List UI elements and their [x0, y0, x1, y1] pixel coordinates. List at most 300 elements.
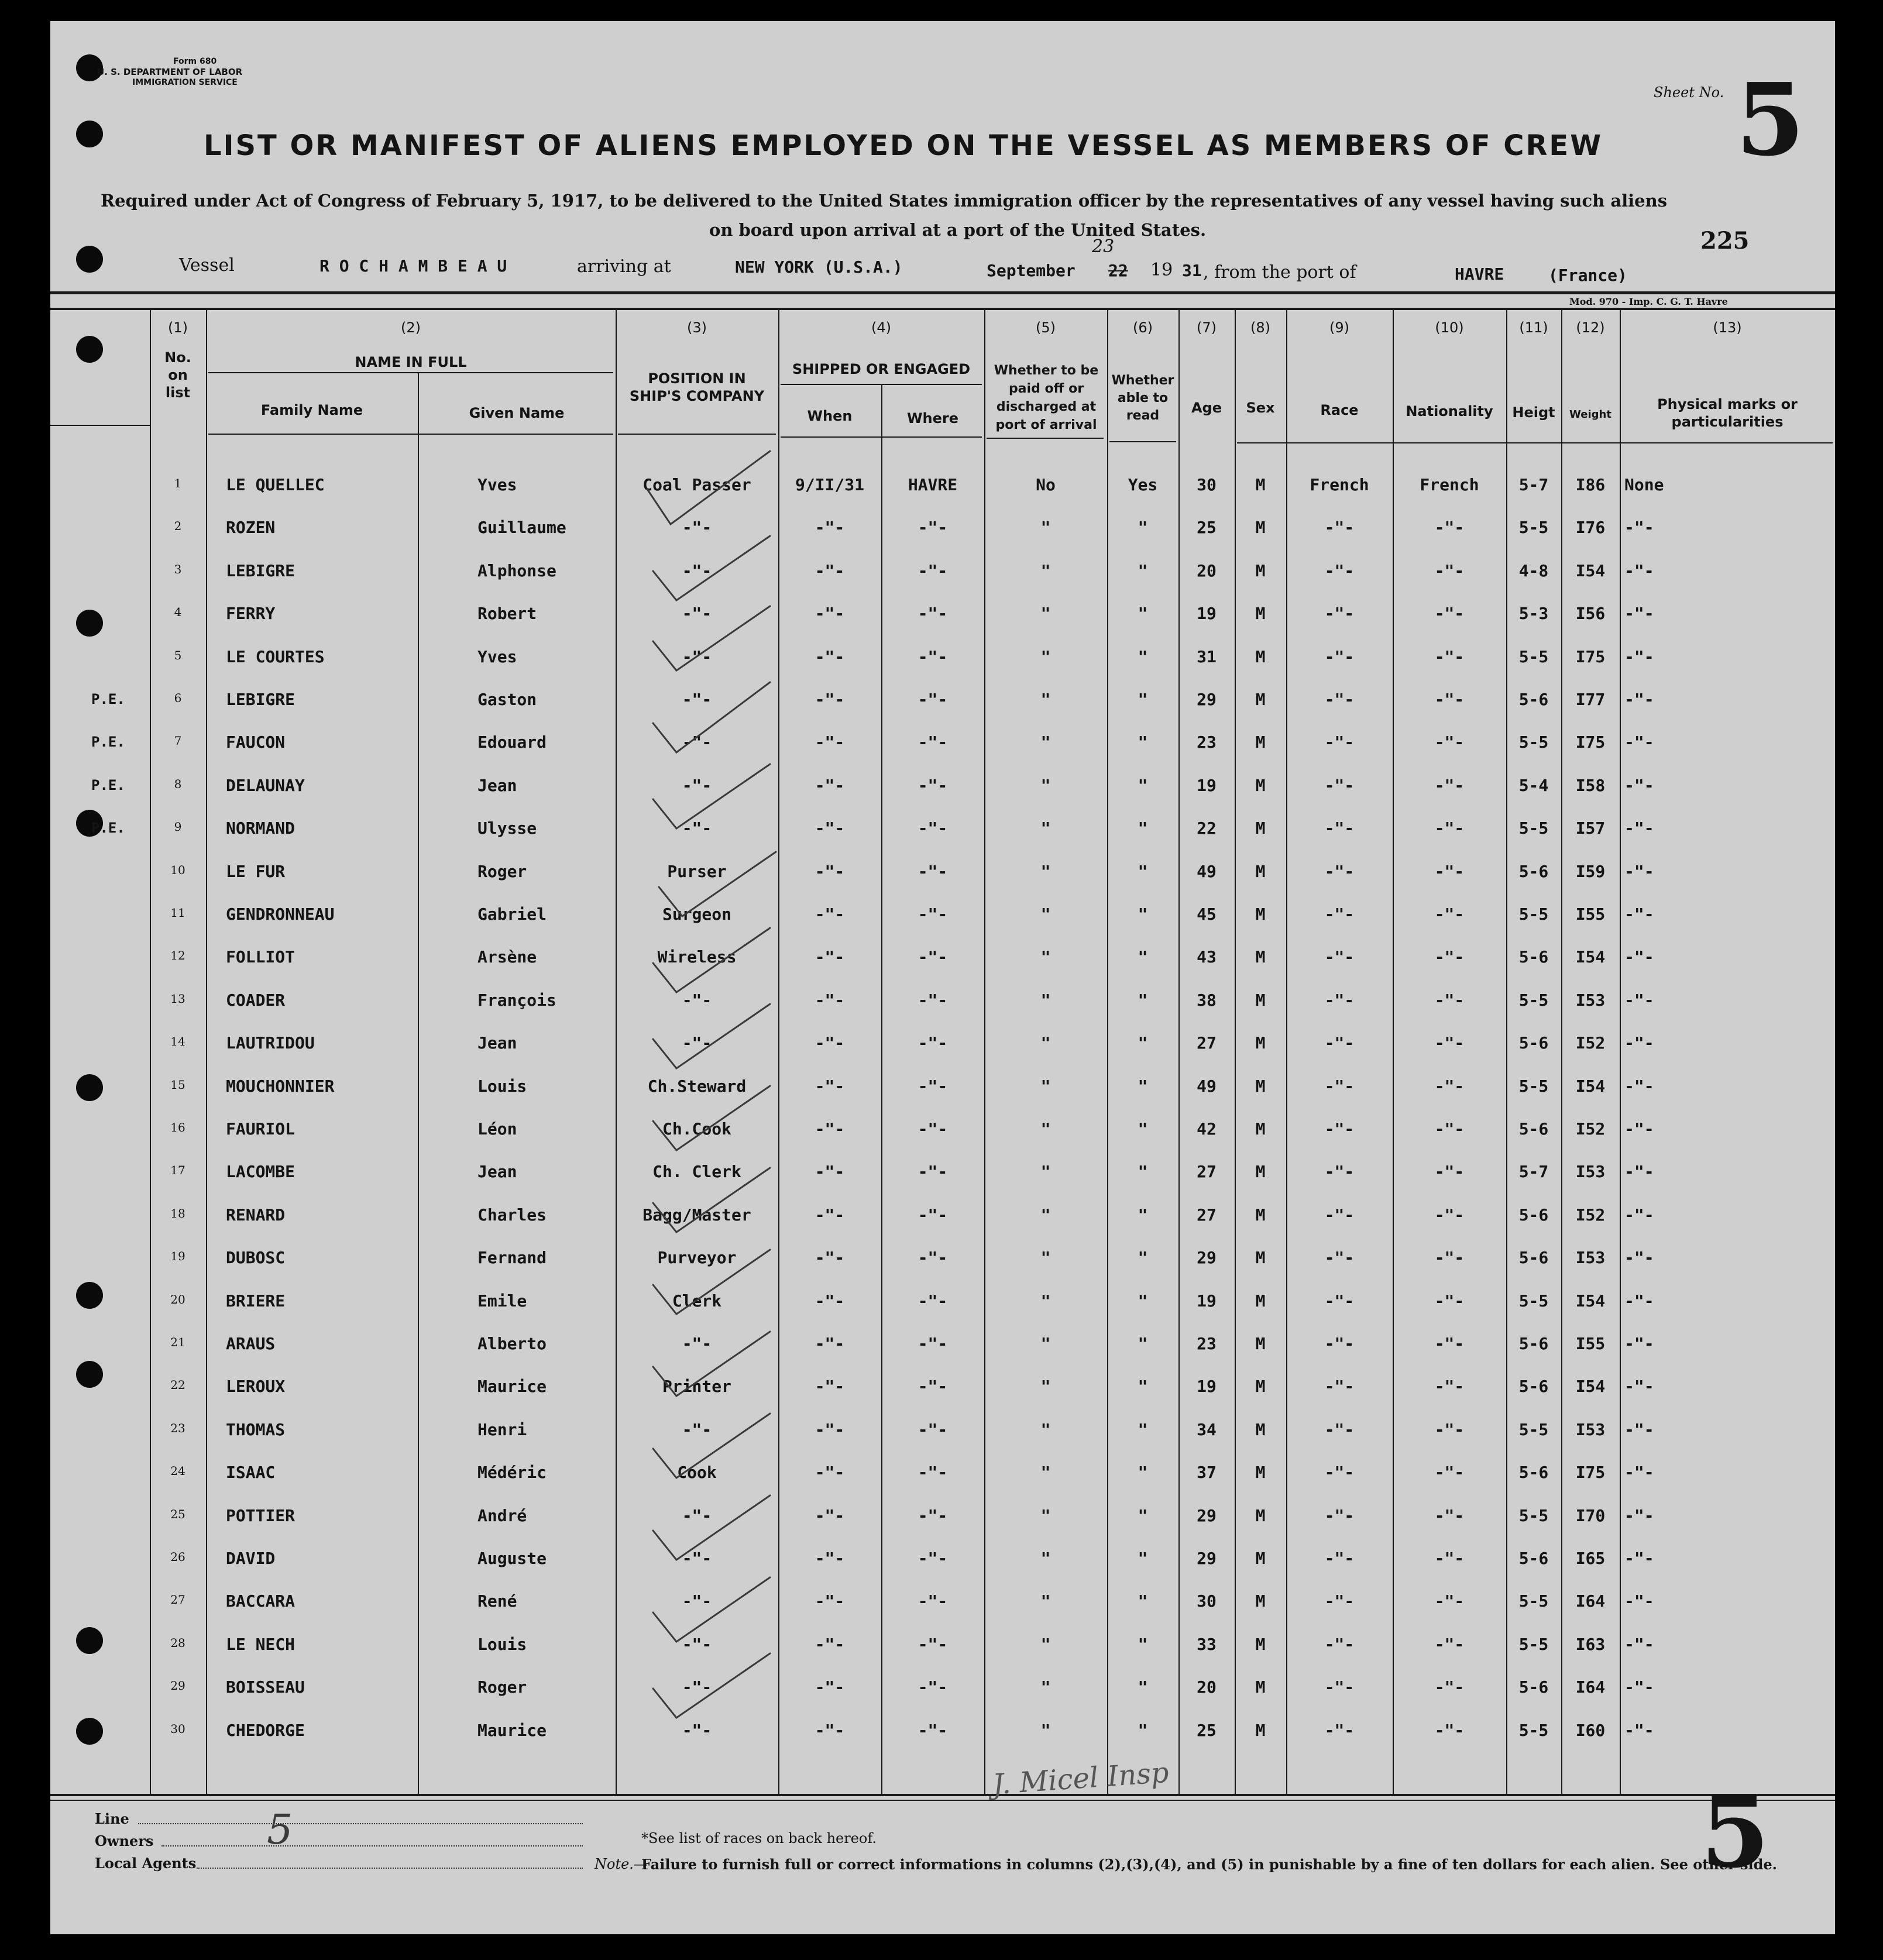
where-cell: -"-	[918, 1205, 948, 1225]
race-cell: -"-	[1324, 647, 1355, 666]
nationality-cell: -"-	[1434, 1248, 1465, 1267]
position-cell: Coal Passer	[642, 475, 751, 494]
given-name-cell: Emile	[477, 1291, 527, 1311]
nationality-cell: -"-	[1434, 733, 1465, 752]
family-name-cell: BOISSEAU	[226, 1677, 305, 1697]
footer-owners-label: Owners	[95, 1832, 154, 1849]
vessel-name: R O C H A M B E A U	[319, 256, 507, 276]
when-cell: -"-	[815, 1377, 845, 1396]
race-cell: -"-	[1324, 991, 1355, 1010]
nationality-cell: -"-	[1434, 1077, 1465, 1096]
age-cell: 38	[1197, 991, 1217, 1010]
row-number-cell: 3	[174, 562, 182, 576]
sex-cell: M	[1255, 905, 1266, 924]
position-cell: Surgeon	[662, 905, 731, 924]
age-cell: 22	[1197, 819, 1217, 838]
height-cell: 5-6	[1518, 1033, 1549, 1053]
header-physical-marks: Physical marks or particularities	[1657, 396, 1798, 430]
col-num-12: (12)	[1576, 319, 1605, 336]
family-name-cell: LE NECH	[226, 1635, 295, 1654]
age-cell: 43	[1197, 947, 1217, 967]
nationality-cell: -"-	[1434, 1377, 1465, 1396]
family-name-cell: FAUCON	[226, 733, 286, 752]
row-number-cell: 2	[174, 519, 182, 533]
sex-cell: M	[1255, 733, 1266, 752]
able-to-read-cell: "	[1138, 776, 1148, 795]
able-to-read-cell: "	[1138, 862, 1148, 881]
weight-cell: I52	[1575, 1119, 1606, 1139]
physical-marks-cell: -"-	[1624, 1677, 1654, 1697]
header-shipped: SHIPPED OR ENGAGED	[792, 361, 971, 377]
able-to-read-cell: "	[1138, 1591, 1148, 1611]
paid-off-cell: "	[1040, 947, 1051, 967]
sex-cell: M	[1255, 1033, 1266, 1053]
physical-marks-cell: -"-	[1624, 1248, 1654, 1267]
able-to-read-cell: Yes	[1128, 475, 1158, 494]
paid-off-cell: "	[1040, 776, 1051, 795]
header-given-name: Given Name	[469, 405, 565, 421]
vessel-label: Vessel	[179, 255, 235, 276]
nationality-cell: -"-	[1434, 1162, 1465, 1181]
height-cell: 5-6	[1518, 862, 1549, 881]
paid-off-cell: "	[1040, 1463, 1051, 1482]
punch-hole	[76, 1718, 103, 1745]
header-subrule	[1237, 442, 1833, 443]
position-cell: -"-	[682, 1591, 712, 1611]
when-cell: -"-	[815, 561, 845, 580]
physical-marks-cell: -"-	[1624, 862, 1654, 881]
weight-cell: I52	[1575, 1205, 1606, 1225]
punch-hole	[76, 1282, 103, 1309]
given-name-cell: François	[477, 991, 556, 1010]
weight-cell: I65	[1575, 1549, 1606, 1568]
age-cell: 45	[1197, 905, 1217, 924]
paid-off-cell: "	[1040, 905, 1051, 924]
when-cell: -"-	[815, 1721, 845, 1740]
paid-off-cell: "	[1040, 690, 1051, 709]
race-cell: -"-	[1324, 604, 1355, 623]
nationality-cell: -"-	[1434, 1506, 1465, 1525]
weight-cell: I64	[1575, 1677, 1606, 1697]
sex-cell: M	[1255, 1162, 1266, 1181]
nationality-cell: -"-	[1434, 905, 1465, 924]
sex-cell: M	[1255, 1119, 1266, 1139]
race-cell: -"-	[1324, 947, 1355, 967]
race-cell: -"-	[1324, 1677, 1355, 1697]
header-nationality: Nationality	[1406, 403, 1493, 419]
column-rule	[1620, 309, 1621, 1794]
sex-cell: M	[1255, 819, 1266, 838]
pencil-check-marks	[635, 448, 788, 1765]
punch-hole	[76, 1074, 103, 1101]
row-number-cell: 19	[170, 1249, 185, 1263]
where-cell: -"-	[918, 1248, 948, 1267]
physical-marks-cell: -"-	[1624, 1721, 1654, 1740]
able-to-read-cell: "	[1138, 1033, 1148, 1053]
when-cell: -"-	[815, 1291, 845, 1311]
given-name-cell: Fernand	[477, 1248, 547, 1267]
age-cell: 27	[1197, 1162, 1217, 1181]
where-cell: -"-	[918, 1162, 948, 1181]
paid-off-cell: "	[1040, 1635, 1051, 1654]
position-cell: Wireless	[657, 947, 737, 967]
when-cell: -"-	[815, 647, 845, 666]
row-number-cell: 8	[174, 777, 182, 791]
when-cell: -"-	[815, 862, 845, 881]
weight-cell: I57	[1575, 819, 1606, 838]
when-cell: -"-	[815, 905, 845, 924]
sex-cell: M	[1255, 862, 1266, 881]
where-cell: -"-	[918, 1077, 948, 1096]
age-cell: 20	[1197, 1677, 1217, 1697]
physical-marks-cell: -"-	[1624, 518, 1654, 537]
given-name-cell: Gabriel	[477, 905, 547, 924]
when-cell: -"-	[815, 1248, 845, 1267]
height-cell: 5-5	[1518, 733, 1549, 752]
where-cell: -"-	[918, 991, 948, 1010]
footer-agents-rule	[197, 1868, 583, 1869]
family-name-cell: FERRY	[226, 604, 276, 623]
col-num-8: (8)	[1250, 319, 1270, 336]
paid-off-cell: "	[1040, 862, 1051, 881]
physical-marks-cell: -"-	[1624, 1549, 1654, 1568]
height-cell: 5-4	[1518, 776, 1549, 795]
weight-cell: I77	[1575, 690, 1606, 709]
row-number-cell: 21	[170, 1335, 185, 1349]
age-cell: 20	[1197, 561, 1217, 580]
physical-marks-cell: -"-	[1624, 1377, 1654, 1396]
row-number-cell: 20	[170, 1292, 185, 1306]
paid-off-cell: "	[1040, 1248, 1051, 1267]
physical-marks-cell: -"-	[1624, 1033, 1654, 1053]
age-cell: 31	[1197, 647, 1217, 666]
header-able-to-read: Whether able to read	[1111, 373, 1174, 423]
row-number-cell: 12	[170, 948, 185, 962]
height-cell: 5-6	[1518, 1205, 1549, 1225]
age-cell: 34	[1197, 1420, 1217, 1439]
sex-cell: M	[1255, 947, 1266, 967]
position-cell: -"-	[682, 733, 712, 752]
nationality-cell: -"-	[1434, 1291, 1465, 1311]
where-cell: HAVRE	[908, 475, 958, 494]
weight-cell: I70	[1575, 1506, 1606, 1525]
paid-off-cell: "	[1040, 1334, 1051, 1353]
given-name-cell: Maurice	[477, 1377, 547, 1396]
race-cell: -"-	[1324, 733, 1355, 752]
family-name-cell: LEROUX	[226, 1377, 286, 1396]
weight-cell: I55	[1575, 1334, 1606, 1353]
weight-cell: I54	[1575, 947, 1606, 967]
sex-cell: M	[1255, 991, 1266, 1010]
column-rule	[206, 309, 207, 1794]
where-cell: -"-	[918, 1291, 948, 1311]
sex-cell: M	[1255, 561, 1266, 580]
where-cell: -"-	[918, 604, 948, 623]
row-number-cell: 5	[174, 648, 182, 662]
position-cell: -"-	[682, 604, 712, 623]
race-cell: -"-	[1324, 819, 1355, 838]
col-num-4: (4)	[871, 319, 891, 336]
pe-annotation: P.E.	[91, 734, 125, 750]
row-number-cell: 18	[170, 1206, 185, 1220]
given-name-cell: Médéric	[477, 1463, 547, 1482]
weight-cell: I75	[1575, 647, 1606, 666]
col-num-3: (3)	[687, 319, 707, 336]
age-cell: 19	[1197, 776, 1217, 795]
able-to-read-cell: "	[1138, 1205, 1148, 1225]
sex-cell: M	[1255, 1591, 1266, 1611]
paid-off-cell: "	[1040, 733, 1051, 752]
age-cell: 29	[1197, 1506, 1217, 1525]
header-name-in-full: NAME IN FULL	[355, 354, 467, 370]
row-number-cell: 13	[170, 992, 185, 1006]
race-cell: -"-	[1324, 561, 1355, 580]
sex-cell: M	[1255, 1377, 1266, 1396]
sex-cell: M	[1255, 1506, 1266, 1525]
family-name-cell: FAURIOL	[226, 1119, 295, 1139]
where-cell: -"-	[918, 776, 948, 795]
paid-off-cell: "	[1040, 991, 1051, 1010]
when-cell: 9/II/31	[795, 475, 864, 494]
able-to-read-cell: "	[1138, 1549, 1148, 1568]
physical-marks-cell: -"-	[1624, 604, 1654, 623]
age-cell: 29	[1197, 1248, 1217, 1267]
physical-marks-cell: -"-	[1624, 733, 1654, 752]
age-cell: 25	[1197, 518, 1217, 537]
race-cell: -"-	[1324, 1033, 1355, 1053]
height-cell: 5-5	[1518, 1635, 1549, 1654]
when-cell: -"-	[815, 1463, 845, 1482]
physical-marks-cell: -"-	[1624, 1334, 1654, 1353]
where-cell: -"-	[918, 1677, 948, 1697]
physical-marks-cell: -"-	[1624, 1291, 1654, 1311]
race-cell: -"-	[1324, 518, 1355, 537]
row-number-cell: 10	[170, 863, 185, 877]
pe-annotation: P.E.	[91, 820, 125, 836]
where-cell: -"-	[918, 905, 948, 924]
given-name-cell: Jean	[477, 1162, 517, 1181]
col-num-7: (7)	[1197, 319, 1217, 336]
weight-cell: I64	[1575, 1591, 1606, 1611]
header-race: Race	[1320, 402, 1359, 418]
when-cell: -"-	[815, 604, 845, 623]
sex-cell: M	[1255, 1463, 1266, 1482]
sex-cell: M	[1255, 1248, 1266, 1267]
given-name-cell: Gaston	[477, 690, 537, 709]
physical-marks-cell: -"-	[1624, 776, 1654, 795]
row-number-cell: 16	[170, 1120, 185, 1134]
when-cell: -"-	[815, 1506, 845, 1525]
race-cell: -"-	[1324, 1162, 1355, 1181]
family-name-cell: LEBIGRE	[226, 561, 295, 580]
table-top-rule	[50, 291, 1835, 294]
weight-cell: I59	[1575, 862, 1606, 881]
able-to-read-cell: "	[1138, 1635, 1148, 1654]
row-number-cell: 7	[174, 734, 182, 748]
sex-cell: M	[1255, 604, 1266, 623]
row-number-cell: 11	[170, 906, 185, 920]
weight-cell: I54	[1575, 561, 1606, 580]
where-cell: -"-	[918, 947, 948, 967]
punch-hole	[76, 1361, 103, 1388]
sex-cell: M	[1255, 647, 1266, 666]
age-cell: 25	[1197, 1721, 1217, 1740]
race-cell: -"-	[1324, 1248, 1355, 1267]
given-name-cell: Alberto	[477, 1334, 547, 1353]
department-name: U. S. DEPARTMENT OF LABOR	[97, 67, 243, 77]
weight-cell: I75	[1575, 1463, 1606, 1482]
able-to-read-cell: "	[1138, 1677, 1148, 1697]
height-cell: 5-5	[1518, 1591, 1549, 1611]
position-cell: -"-	[682, 1549, 712, 1568]
position-cell: -"-	[682, 690, 712, 709]
weight-cell: I60	[1575, 1721, 1606, 1740]
height-cell: 5-5	[1518, 1077, 1549, 1096]
age-cell: 42	[1197, 1119, 1217, 1139]
header-subrule	[781, 436, 982, 438]
age-cell: 49	[1197, 1077, 1217, 1096]
family-name-cell: LEBIGRE	[226, 690, 295, 709]
weight-cell: I53	[1575, 1420, 1606, 1439]
row-number-cell: 26	[170, 1550, 185, 1564]
paid-off-cell: "	[1040, 1377, 1051, 1396]
nationality-cell: -"-	[1434, 862, 1465, 881]
given-name-cell: Auguste	[477, 1549, 547, 1568]
col-num-6: (6)	[1133, 319, 1153, 336]
where-cell: -"-	[918, 1033, 948, 1053]
family-name-cell: GENDRONNEAU	[226, 905, 335, 924]
arrival-port: NEW YORK (U.S.A.)	[735, 257, 903, 277]
age-cell: 30	[1197, 1591, 1217, 1611]
family-name-cell: LACOMBE	[226, 1162, 295, 1181]
able-to-read-cell: "	[1138, 1334, 1148, 1353]
height-cell: 5-5	[1518, 1420, 1549, 1439]
row-number-cell: 29	[170, 1679, 185, 1693]
when-cell: -"-	[815, 1119, 845, 1139]
paid-off-cell: "	[1040, 1677, 1051, 1697]
position-cell: -"-	[682, 819, 712, 838]
footer-agents-label: Local Agents	[95, 1855, 197, 1872]
row-number-cell: 23	[170, 1421, 185, 1435]
races-note: *See list of races on back hereof.	[641, 1830, 877, 1846]
row-number-cell: 30	[170, 1722, 185, 1736]
race-cell: -"-	[1324, 862, 1355, 881]
family-name-cell: ARAUS	[226, 1334, 276, 1353]
race-cell: -"-	[1324, 1205, 1355, 1225]
able-to-read-cell: "	[1138, 1721, 1148, 1740]
when-cell: -"-	[815, 1420, 845, 1439]
height-cell: 5-7	[1518, 1162, 1549, 1181]
height-cell: 5-5	[1518, 991, 1549, 1010]
header-where: Where	[907, 410, 958, 427]
when-cell: -"-	[815, 1591, 845, 1611]
age-cell: 19	[1197, 604, 1217, 623]
family-name-cell: THOMAS	[226, 1420, 286, 1439]
family-name-cell: DELAUNAY	[226, 776, 305, 795]
race-cell: -"-	[1324, 1591, 1355, 1611]
physical-marks-cell: -"-	[1624, 947, 1654, 967]
family-name-cell: ROZEN	[226, 518, 276, 537]
physical-marks-cell: -"-	[1624, 1463, 1654, 1482]
header-when: When	[807, 408, 853, 424]
col-num-13: (13)	[1713, 319, 1742, 336]
table-header-rule	[50, 308, 1835, 310]
header-subrule	[50, 425, 150, 426]
subtitle-line-2: on board upon arrival at a port of the United States.	[709, 220, 1207, 240]
footer-line-value: 5	[267, 1806, 293, 1854]
given-name-cell: Roger	[477, 1677, 527, 1697]
from-label: , from the port of	[1203, 262, 1356, 283]
header-subrule	[208, 372, 613, 373]
where-cell: -"-	[918, 819, 948, 838]
given-name-cell: Yves	[477, 475, 517, 494]
sex-cell: M	[1255, 1291, 1266, 1311]
where-cell: -"-	[918, 647, 948, 666]
row-number-cell: 9	[174, 820, 182, 834]
header-subrule	[987, 438, 1104, 439]
paid-off-cell: "	[1040, 518, 1051, 537]
family-name-cell: COADER	[226, 991, 286, 1010]
position-cell: Ch. Clerk	[652, 1162, 741, 1181]
where-cell: -"-	[918, 1591, 948, 1611]
when-cell: -"-	[815, 1677, 845, 1697]
nationality-cell: -"-	[1434, 1591, 1465, 1611]
header-position: POSITION IN SHIP'S COMPANY	[629, 370, 765, 404]
paid-off-cell: "	[1040, 1506, 1051, 1525]
physical-marks-cell: -"-	[1624, 1077, 1654, 1096]
where-cell: -"-	[918, 1420, 948, 1439]
when-cell: -"-	[815, 1033, 845, 1053]
sex-cell: M	[1255, 475, 1266, 494]
race-cell: -"-	[1324, 1549, 1355, 1568]
physical-marks-cell: None	[1624, 475, 1664, 494]
position-cell: -"-	[682, 991, 712, 1010]
paid-off-cell: "	[1040, 1119, 1051, 1139]
nationality-cell: French	[1420, 475, 1479, 494]
family-name-cell: LE FUR	[226, 862, 286, 881]
header-subrule	[781, 384, 982, 385]
weight-cell: I54	[1575, 1377, 1606, 1396]
age-cell: 30	[1197, 475, 1217, 494]
paid-off-cell: "	[1040, 1549, 1051, 1568]
when-cell: -"-	[815, 1205, 845, 1225]
paid-off-cell: "	[1040, 1420, 1051, 1439]
row-number-cell: 6	[174, 691, 182, 705]
manifest-sheet	[50, 21, 1835, 1934]
able-to-read-cell: "	[1138, 905, 1148, 924]
header-subrule	[1109, 441, 1176, 442]
height-cell: 5-5	[1518, 1506, 1549, 1525]
given-name-cell: Henri	[477, 1420, 527, 1439]
when-cell: -"-	[815, 690, 845, 709]
given-name-cell: Alphonse	[477, 561, 556, 580]
position-cell: Ch.Cook	[662, 1119, 731, 1139]
header-age: Age	[1191, 400, 1222, 416]
weight-cell: I55	[1575, 905, 1606, 924]
year-suffix: 31	[1182, 261, 1202, 280]
given-name-cell: René	[477, 1591, 517, 1611]
punch-hole	[76, 610, 103, 637]
able-to-read-cell: "	[1138, 947, 1148, 967]
height-cell: 5-7	[1518, 475, 1549, 494]
height-cell: 5-6	[1518, 1334, 1549, 1353]
printer-note: Mod. 970 - Imp. C. G. T. Havre	[1569, 296, 1728, 307]
age-cell: 37	[1197, 1463, 1217, 1482]
when-cell: -"-	[815, 947, 845, 967]
able-to-read-cell: "	[1138, 604, 1148, 623]
paid-off-cell: "	[1040, 604, 1051, 623]
paid-off-cell: "	[1040, 1591, 1051, 1611]
